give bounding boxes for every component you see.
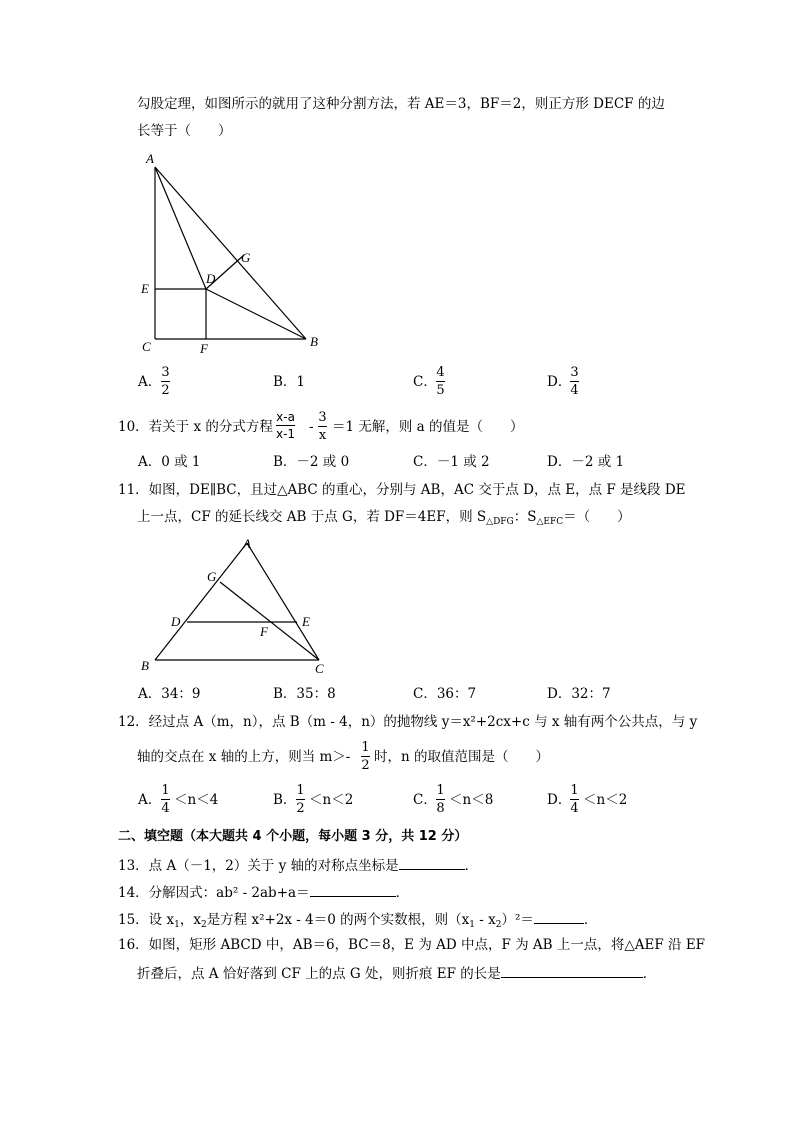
denominator: 2 (161, 383, 170, 398)
numerator: 1 (570, 783, 579, 798)
denominator: 4 (570, 383, 579, 398)
q13-answer-blank[interactable] (399, 858, 465, 870)
q15-mid2: 是方程 x²+2x - 4＝0 的两个实数根，则（x (206, 912, 470, 928)
denominator: 4 (161, 801, 170, 816)
q9-label-d: D (206, 271, 216, 286)
q15-sub-1: 1 (174, 920, 180, 930)
q11-label-f: F (260, 624, 268, 639)
q16-line2 (137, 966, 656, 982)
q12-option-c: C． (413, 792, 437, 808)
numerator: 3 (318, 410, 327, 425)
q11-line1: 11．如图，DE∥BC，且过△ABC 的重心，分别与 AB，AC 交于点 D，点 E，点 F 是线段 DE (118, 482, 686, 498)
q9-figure (130, 145, 330, 360)
q11-label-b: B (141, 658, 149, 673)
q9-label-a: A (146, 151, 154, 166)
q14-answer-blank[interactable] (310, 885, 396, 897)
denominator: 8 (436, 801, 445, 816)
q10-option-b: B．－2 或 0 (273, 454, 350, 470)
numerator: 1 (436, 783, 445, 798)
q12-line2-prefix: 轴的交点在 x 轴的上方，则当 m＞- (137, 749, 351, 765)
q9-option-d: D． (547, 374, 572, 390)
q16-line1: 16．如图，矩形 ABCD 中，AB＝6，BC＝8，E 为 AD 中点，F 为 AB 上一点，将△AEF 沿 EF (118, 937, 706, 953)
q14-text: 14．分解因式：ab² - 2ab+a＝ (118, 885, 310, 901)
q11-figure (135, 533, 335, 678)
q9-option-c-fraction (436, 366, 445, 397)
q9-label-e: E (141, 281, 149, 296)
q15-sub-2: 2 (200, 920, 207, 930)
q12-option-c-fraction (436, 784, 445, 815)
q11-subscript-dfg: △DFG (486, 517, 514, 527)
q11-option-a: A．34：9 (138, 686, 201, 702)
q13-text: 13．点 A（－1，2）关于 y 轴的对称点坐标是 (118, 858, 399, 874)
q9-label-g: G (241, 250, 251, 265)
q14-end: ． (395, 885, 410, 901)
q16-answer-blank[interactable] (501, 966, 643, 978)
q9-label-f: F (200, 341, 208, 356)
q11-colon: ：S (513, 509, 537, 525)
denominator: 4 (570, 801, 579, 816)
q15-prefix: 15．设 x (118, 912, 175, 928)
q9-option-b: B．1 (273, 374, 306, 390)
q15-sub-4: 2 (495, 920, 502, 930)
q10-fraction-2 (318, 411, 327, 442)
q11-option-c: C．36：7 (413, 686, 477, 702)
q12-option-a-range: ＜n＜4 (174, 792, 219, 808)
q12-half-fraction (361, 741, 370, 772)
q15-end: ． (583, 912, 598, 928)
q15-post: ）²＝ (501, 912, 534, 928)
q11-line2-prefix: 上一点，CF 的延长线交 AB 于点 G，若 DF＝4EF，则 S (137, 509, 487, 525)
q15-mid1: ，x (179, 912, 201, 928)
q12-line2-suffix: 时，n 的取值范围是（ ） (374, 749, 549, 765)
q9-line1: 勾股定理，如图所示的就用了这种分割方法，若 AE＝3，BF＝2，则正方形 DECF 的边 (137, 96, 665, 112)
q9-option-c: C． (413, 374, 437, 390)
q15-sub-3: 1 (469, 920, 475, 930)
q11-line2-suffix: ＝（ ） (563, 509, 631, 525)
q12-option-a-fraction (161, 784, 170, 815)
q10-option-d: D．－2 或 1 (547, 454, 625, 470)
q12-option-d-range: ＜n＜2 (583, 792, 628, 808)
q11-line2 (137, 511, 631, 527)
q10-option-c: C．－1 或 2 (413, 454, 490, 470)
q15 (118, 912, 597, 930)
denominator: 2 (296, 801, 305, 816)
q13-end: ． (464, 858, 479, 874)
denominator: x (318, 428, 327, 443)
q11-subscript-efc: △EFC (536, 517, 564, 527)
q11-label-g: G (207, 569, 217, 584)
q15-answer-blank[interactable] (534, 912, 584, 924)
q9-option-a-fraction (161, 366, 170, 397)
q9-option-a: A． (138, 374, 162, 390)
section-heading: 二、填空题（本大题共 4 个小题，每小题 3 分，共 12 分） (118, 829, 468, 844)
q12-line1: 12．经过点 A（m，n），点 B（m - 4，n）的抛物线 y＝x²+2cx+c 与 x 轴有两个公共点，与 y (118, 714, 698, 730)
q10-suffix: ＝1 无解，则 a 的值是（ ） (332, 419, 524, 435)
numerator: 1 (296, 783, 305, 798)
q12-option-d: D． (547, 792, 572, 808)
q16-end: ． (642, 966, 657, 982)
denominator: x-1 (276, 427, 296, 441)
q14 (118, 885, 409, 901)
q10-option-a: A．0 或 1 (138, 454, 201, 470)
q11-label-c: C (315, 661, 324, 676)
q9-line2: 长等于（ ） (137, 123, 232, 139)
q10-minus: - (309, 419, 314, 435)
numerator: 1 (361, 740, 370, 755)
q11-option-d: D．32：7 (547, 686, 611, 702)
q12-option-a: A． (138, 792, 162, 808)
numerator: 4 (436, 365, 445, 380)
q15-mid3: - x (474, 912, 496, 928)
denominator: 5 (436, 383, 445, 398)
q12-option-b-fraction (296, 784, 305, 815)
q12-option-b-range: ＜n＜2 (309, 792, 354, 808)
q16-line2-text: 折叠后，点 A 恰好落到 CF 上的点 G 处，则折痕 EF 的长是 (137, 966, 501, 982)
q13 (118, 858, 478, 874)
q11-label-d: D (171, 614, 181, 629)
q9-option-d-fraction (570, 366, 579, 397)
q9-label-b: B (310, 334, 318, 349)
denominator: 2 (361, 758, 370, 773)
q10-fraction-1 (276, 411, 295, 440)
q11-option-b: B．35：8 (273, 686, 336, 702)
numerator: 3 (161, 365, 170, 380)
q12-option-c-range: ＜n＜8 (449, 792, 494, 808)
numerator: x-a (276, 410, 295, 424)
q10-prefix: 10．若关于 x 的分式方程 (118, 419, 273, 435)
q12-option-d-fraction (570, 784, 579, 815)
numerator: 3 (570, 365, 579, 380)
q12-option-b: B． (273, 792, 297, 808)
q11-label-e: E (302, 614, 310, 629)
q9-label-c: C (142, 339, 151, 354)
q11-label-a: A (243, 536, 251, 551)
numerator: 1 (161, 783, 170, 798)
